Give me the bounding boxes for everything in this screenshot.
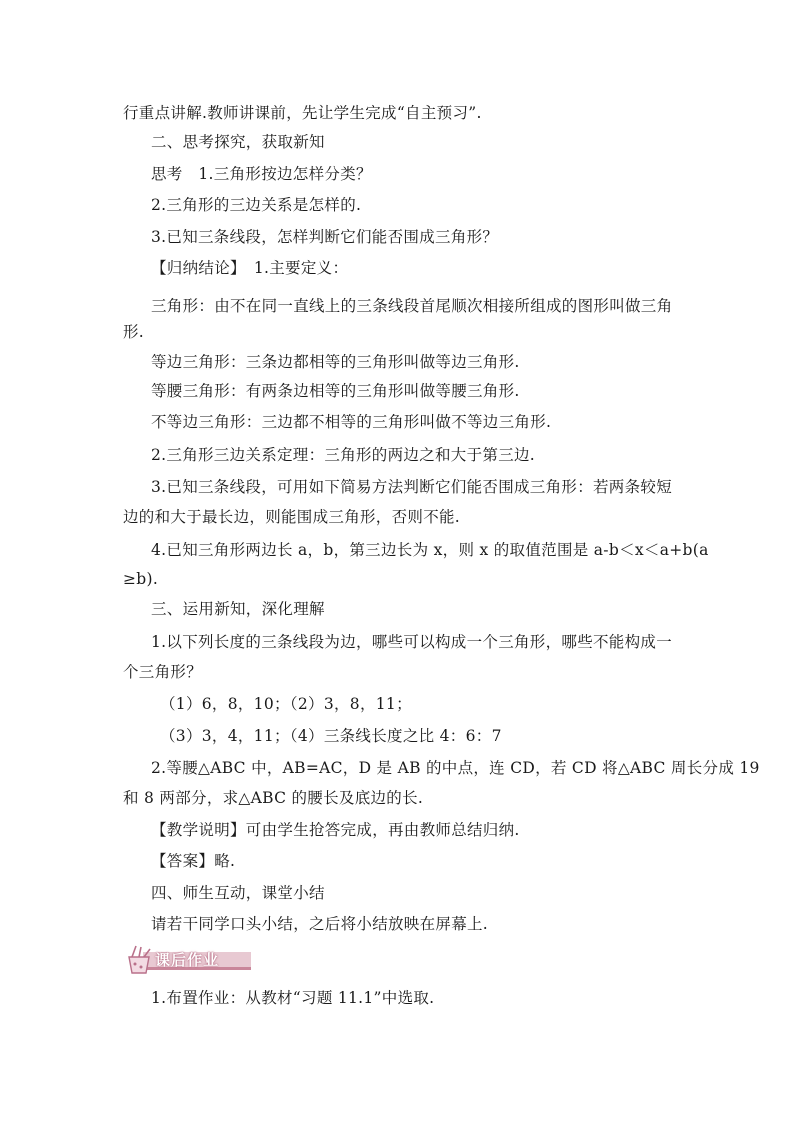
text-line: 【答案】略.: [151, 852, 236, 870]
text-line: 边的和大于最长边，则能围成三角形，否则不能.: [123, 508, 461, 526]
text-line: 3.已知三条线段，怎样判断它们能否围成三角形？: [151, 228, 499, 246]
text-line: 2.等腰△ABC 中，AB=AC，D 是 AB 的中点，连 CD，若 CD 将△ABC 周长分成 19: [151, 759, 760, 777]
text-line: 等腰三角形：有两条边相等的三角形叫做等腰三角形.: [151, 382, 520, 400]
text-line: 2.三角形的三边关系是怎样的.: [151, 196, 362, 214]
section-heading: 四、师生互动，课堂小结: [151, 884, 325, 902]
text-line: （1）6，8，10；（2）3，8，11；: [160, 695, 412, 713]
text-line: 不等边三角形：三边都不相等的三角形叫做不等边三角形.: [151, 413, 552, 431]
pencil-cup-icon: [123, 944, 157, 974]
text-line: 3.已知三条线段，可用如下简易方法判断它们能否围成三角形：若两条较短: [151, 478, 672, 496]
homework-section-title: 课后作业: [155, 951, 220, 969]
text-line: 思考 1.三角形按边怎样分类？: [151, 165, 372, 183]
text-line: 等边三角形：三条边都相等的三角形叫做等边三角形.: [151, 353, 520, 371]
text-line: （3）3，4，11；（4）三条线长度之比 4：6：7: [160, 727, 502, 745]
text-line: 请若干同学口头小结，之后将小结放映在屏幕上.: [151, 915, 489, 933]
section-heading: 三、运用新知，深化理解: [151, 600, 325, 618]
text-line: 行重点讲解.教师讲课前，先让学生完成“自主预习”.: [123, 104, 482, 122]
section-heading: 二、思考探究，获取新知: [151, 133, 325, 151]
text-line: 形.: [123, 323, 145, 341]
text-line: 个三角形？: [123, 663, 203, 681]
text-line: 2.三角形三边关系定理：三角形的两边之和大于第三边.: [151, 446, 536, 464]
text-line: ≥b).: [123, 570, 159, 588]
text-line: 【教学说明】可由学生抢答完成，再由教师总结归纳.: [151, 821, 520, 839]
text-line: 1.布置作业：从教材“习题 11.1”中选取.: [151, 989, 435, 1007]
text-line: 和 8 两部分，求△ABC 的腰长及底边的长.: [123, 789, 424, 807]
text-line: 1.以下列长度的三条线段为边，哪些可以构成一个三角形，哪些不能构成一: [151, 633, 672, 651]
homework-section-badge: [123, 944, 253, 974]
text-line: 三角形：由不在同一直线上的三条线段首尾顺次相接所组成的图形叫做三角: [151, 297, 673, 315]
text-line: 4.已知三角形两边长 a，b，第三边长为 x，则 x 的取值范围是 a-b＜x＜a+b(a: [151, 541, 709, 559]
text-line: 【归纳结论】 1.主要定义：: [151, 259, 349, 277]
